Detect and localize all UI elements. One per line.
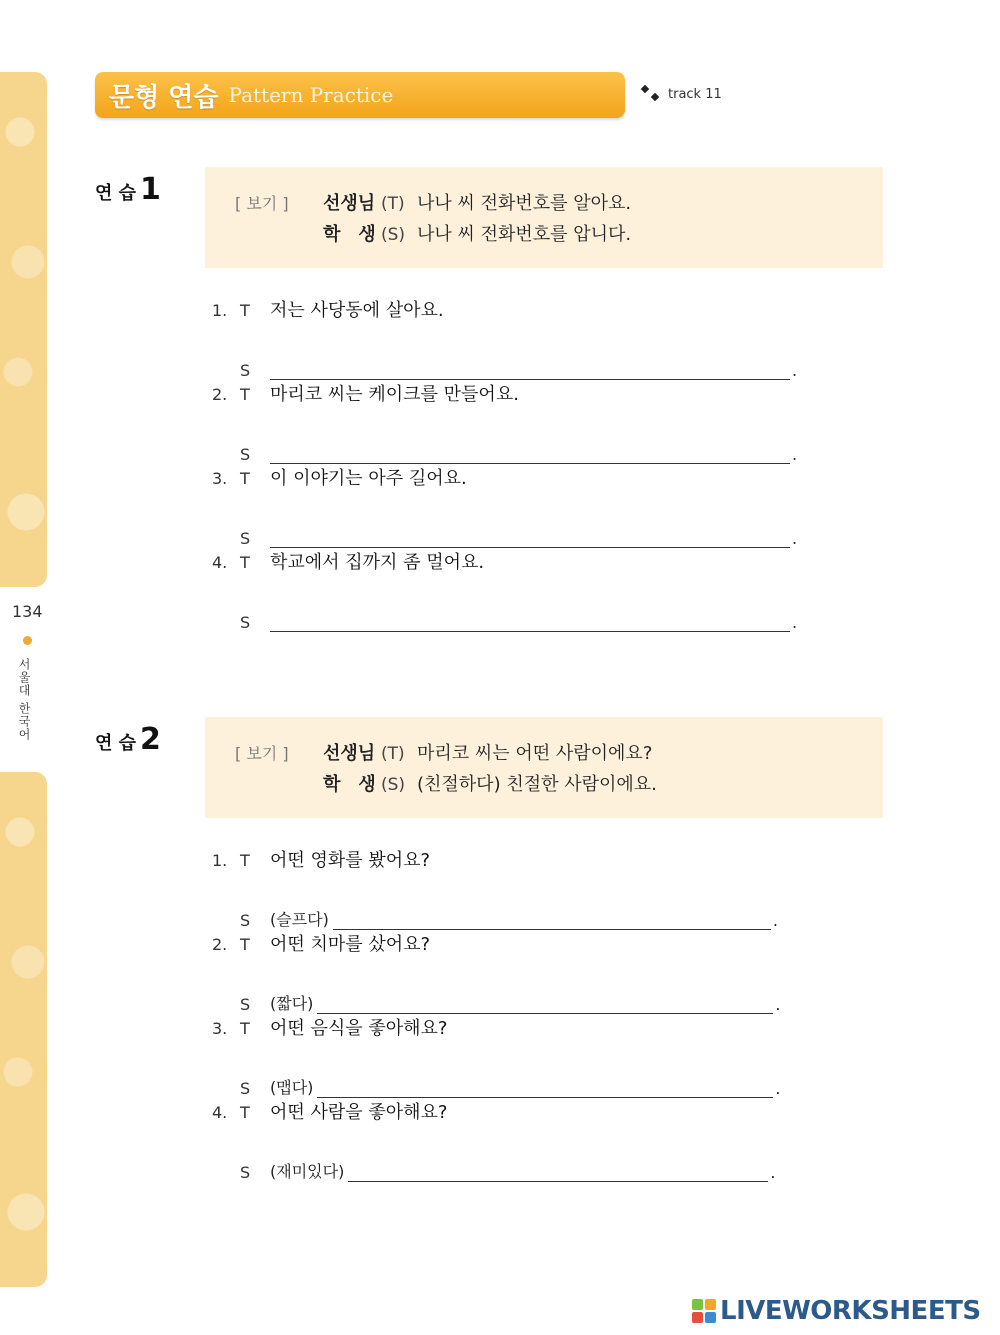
page-dot	[23, 636, 32, 645]
answer-blank[interactable]	[270, 613, 790, 632]
answer-row: S (슬프다) .	[212, 888, 781, 930]
answer-row: S .	[240, 445, 798, 464]
book-title: 서울대 한국어	[17, 658, 31, 741]
student-text: (친절하다) 친절한 사람이에요.	[417, 774, 657, 795]
answer-row: S (재미있다) .	[212, 1140, 781, 1182]
header-title-en: Pattern Practice	[228, 83, 394, 107]
answer-hint: (맵다)	[270, 1078, 314, 1097]
answer-blank[interactable]	[270, 361, 790, 380]
liveworksheets-logo	[692, 1296, 981, 1326]
student-code: (S)	[381, 225, 406, 245]
question-row: 4. T 학교에서 집까지 좀 멀어요.	[212, 552, 485, 573]
answer-row: S (짧다) .	[212, 972, 781, 1014]
question-row: 1. T 저는 사당동에 살아요.	[212, 300, 444, 321]
side-tab-top	[0, 72, 47, 587]
question-row: 1. T 어떤 영화를 봤어요?	[212, 850, 431, 871]
example-tag: [ 보기 ]	[235, 194, 289, 213]
answer-row: S .	[240, 361, 798, 380]
practice-1-example	[205, 167, 883, 268]
teacher-role: 선생님	[323, 743, 376, 764]
student-code: (S)	[381, 775, 406, 795]
section-header	[95, 72, 625, 118]
teacher-text: 마리코 씨는 어떤 사람이에요?	[417, 743, 653, 764]
audio-icon	[640, 84, 662, 104]
question-row: 4. T 어떤 사람을 좋아해요?	[212, 1102, 448, 1123]
answer-row: S .	[240, 613, 798, 632]
student-text: 나나 씨 전화번호를 압니다.	[417, 224, 632, 245]
practice-1-items	[212, 296, 797, 632]
audio-track[interactable]	[640, 84, 722, 104]
practice-2-example	[205, 717, 883, 818]
answer-row: S (맵다) .	[212, 1056, 781, 1098]
question-row: 3. T 이 이야기는 아주 길어요.	[212, 468, 467, 489]
answer-blank[interactable]	[270, 529, 790, 548]
answer-hint: (짧다)	[270, 994, 314, 1013]
teacher-role: 선생님	[323, 193, 376, 214]
practice-1-label: 연 습 1	[95, 172, 161, 207]
question-row: 3. T 어떤 음식을 좋아해요?	[212, 1018, 448, 1039]
answer-row: S .	[240, 529, 798, 548]
student-role: 학 생	[323, 774, 376, 795]
teacher-code: (T)	[381, 194, 405, 214]
answer-blank[interactable]	[270, 445, 790, 464]
question-row: 2. T 어떤 치마를 샀어요?	[212, 934, 431, 955]
header-title-ko: 문형 연습	[109, 82, 219, 113]
answer-blank[interactable]	[317, 995, 773, 1014]
example-tag: [ 보기 ]	[235, 744, 289, 763]
answer-blank[interactable]	[317, 1079, 773, 1098]
brand-name: LIVEWORKSHEETS	[720, 1296, 981, 1326]
side-tab-bottom	[0, 772, 47, 1287]
question-row: 2. T 마리코 씨는 케이크를 만들어요.	[212, 384, 519, 405]
teacher-code: (T)	[381, 744, 405, 764]
answer-hint: (재미있다)	[270, 1162, 345, 1181]
answer-blank[interactable]	[348, 1163, 768, 1182]
student-role: 학 생	[323, 224, 376, 245]
practice-2-items	[212, 846, 781, 1182]
answer-blank[interactable]	[333, 911, 771, 930]
page-number: 134	[12, 602, 43, 621]
track-label: track 11	[668, 86, 722, 102]
teacher-text: 나나 씨 전화번호를 알아요.	[417, 193, 632, 214]
brand-logo-icon	[692, 1299, 716, 1323]
answer-hint: (슬프다)	[270, 910, 329, 929]
practice-2-label: 연 습 2	[95, 722, 161, 757]
